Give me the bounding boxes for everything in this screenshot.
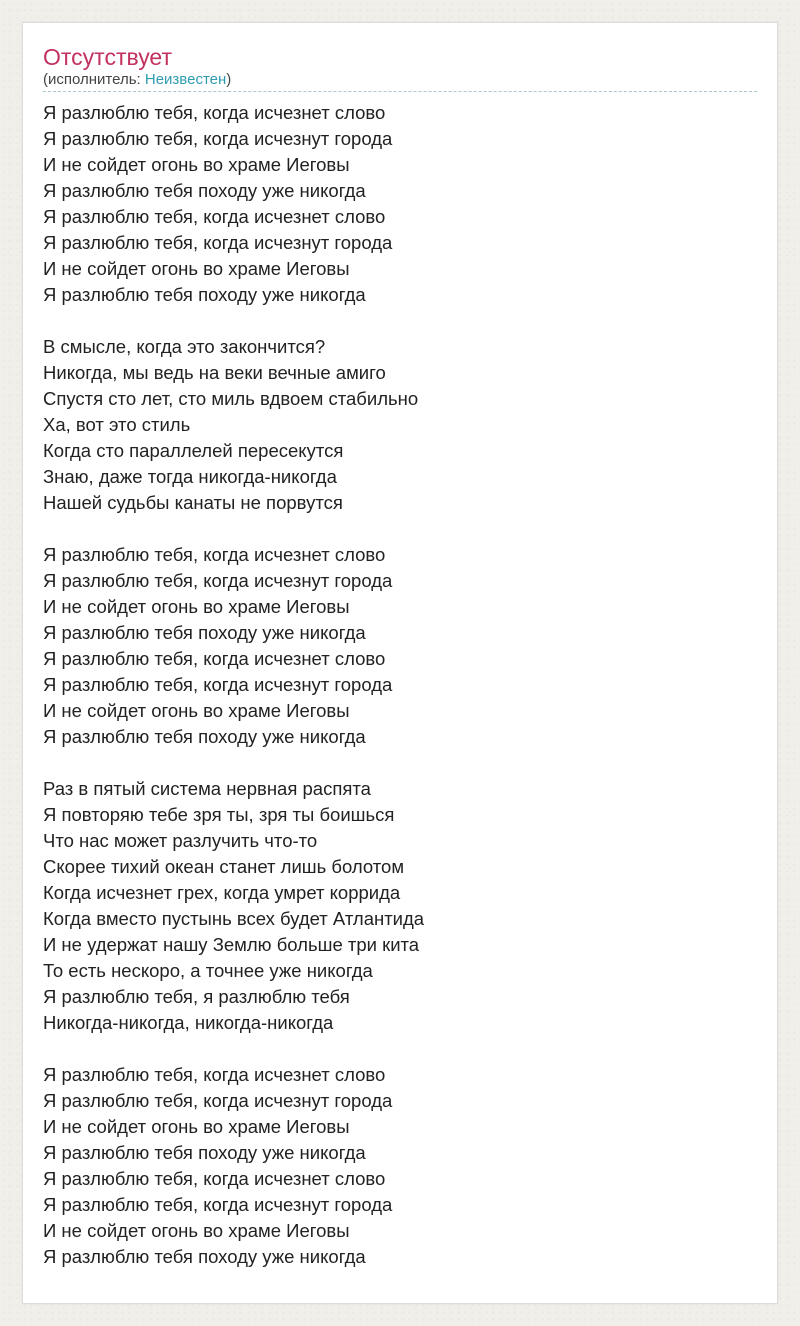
lyrics-line: Я разлюблю тебя походу уже никогда (43, 1142, 366, 1163)
lyrics-line: И не сойдет огонь во храме Иеговы (43, 1116, 350, 1137)
lyrics-line: Никогда, мы ведь на веки вечные амиго (43, 362, 386, 383)
lyrics-line: Знаю, даже тогда никогда-никогда (43, 466, 337, 487)
artist-link[interactable]: Неизвестен (144, 71, 227, 88)
lyrics-line: Я разлюблю тебя, когда исчезнет слово (43, 648, 386, 669)
lyrics-line: Я разлюблю тебя, когда исчезнет слово (43, 544, 386, 565)
lyrics-stanza (43, 100, 757, 308)
lyrics-stanza (43, 776, 757, 1036)
lyrics-card (22, 22, 778, 1304)
lyrics-line: Раз в пятый система нервная распята (43, 778, 371, 799)
lyrics-line: Когда исчезнет грех, когда умрет коррида (43, 882, 401, 903)
lyrics-line: Я разлюблю тебя, когда исчезнут города (43, 674, 393, 695)
lyrics-line: То есть нескоро, а точнее уже никогда (43, 960, 373, 981)
lyrics-line: Я разлюблю тебя походу уже никогда (43, 1246, 366, 1267)
lyrics-stanza (43, 542, 757, 750)
lyrics-stanza (43, 1062, 757, 1270)
lyrics-line: И не сойдет огонь во храме Иеговы (43, 258, 350, 279)
lyrics-line: Скорее тихий океан станет лишь болотом (43, 856, 405, 877)
lyrics-line: Я разлюблю тебя походу уже никогда (43, 622, 366, 643)
lyrics-line: Я разлюблю тебя походу уже никогда (43, 180, 366, 201)
lyrics-line: Спустя сто лет, сто миль вдвоем стабильно (43, 388, 419, 409)
lyrics-line: В смысле, когда это закончится? (43, 336, 326, 357)
lyrics-line: Я разлюблю тебя, когда исчезнет слово (43, 102, 386, 123)
lyrics-line: Я разлюблю тебя, когда исчезнут города (43, 570, 393, 591)
song-title: Отсутствует (43, 44, 172, 70)
lyrics-line: Я повторяю тебе зря ты, зря ты боишься (43, 804, 395, 825)
lyrics-line: И не сойдет огонь во храме Иеговы (43, 1220, 350, 1241)
lyrics-line: Я разлюблю тебя походу уже никогда (43, 726, 366, 747)
lyrics-line: Я разлюблю тебя походу уже никогда (43, 284, 366, 305)
lyrics-line: Нашей судьбы канаты не порвутся (43, 492, 343, 513)
lyrics-line: И не сойдет огонь во храме Иеговы (43, 154, 350, 175)
lyrics-line: Когда вместо пустынь всех будет Атлантида (43, 908, 425, 929)
lyrics-line: Я разлюблю тебя, когда исчезнет слово (43, 1168, 386, 1189)
lyrics-line: Я разлюблю тебя, когда исчезнут города (43, 1090, 393, 1111)
lyrics-line: И не сойдет огонь во храме Иеговы (43, 700, 350, 721)
lyrics-line: Я разлюблю тебя, когда исчезнут города (43, 232, 393, 253)
lyrics-line: Что нас может разлучить что-то (43, 830, 318, 851)
lyrics-stanza (43, 334, 757, 516)
lyrics-text (43, 100, 757, 1270)
lyrics-line: Я разлюблю тебя, когда исчезнет слово (43, 206, 386, 227)
lyrics-line: Я разлюблю тебя, когда исчезнет слово (43, 1064, 386, 1085)
lyrics-line: Ха, вот это стиль (43, 414, 191, 435)
lyrics-line: Я разлюблю тебя, когда исчезнут города (43, 1194, 393, 1215)
artist-line (43, 71, 757, 92)
lyrics-line: Никогда-никогда, никогда-никогда (43, 1012, 334, 1033)
lyrics-line: Когда сто параллелей пересекутся (43, 440, 344, 461)
artist-suffix: ) (226, 71, 232, 88)
lyrics-line: Я разлюблю тебя, когда исчезнут города (43, 128, 393, 149)
lyrics-line: И не сойдет огонь во храме Иеговы (43, 596, 350, 617)
lyrics-line: Я разлюблю тебя, я разлюблю тебя (43, 986, 350, 1007)
artist-prefix: (исполнитель: (43, 71, 145, 88)
lyrics-line: И не удержат нашу Землю больше три кита (43, 934, 420, 955)
